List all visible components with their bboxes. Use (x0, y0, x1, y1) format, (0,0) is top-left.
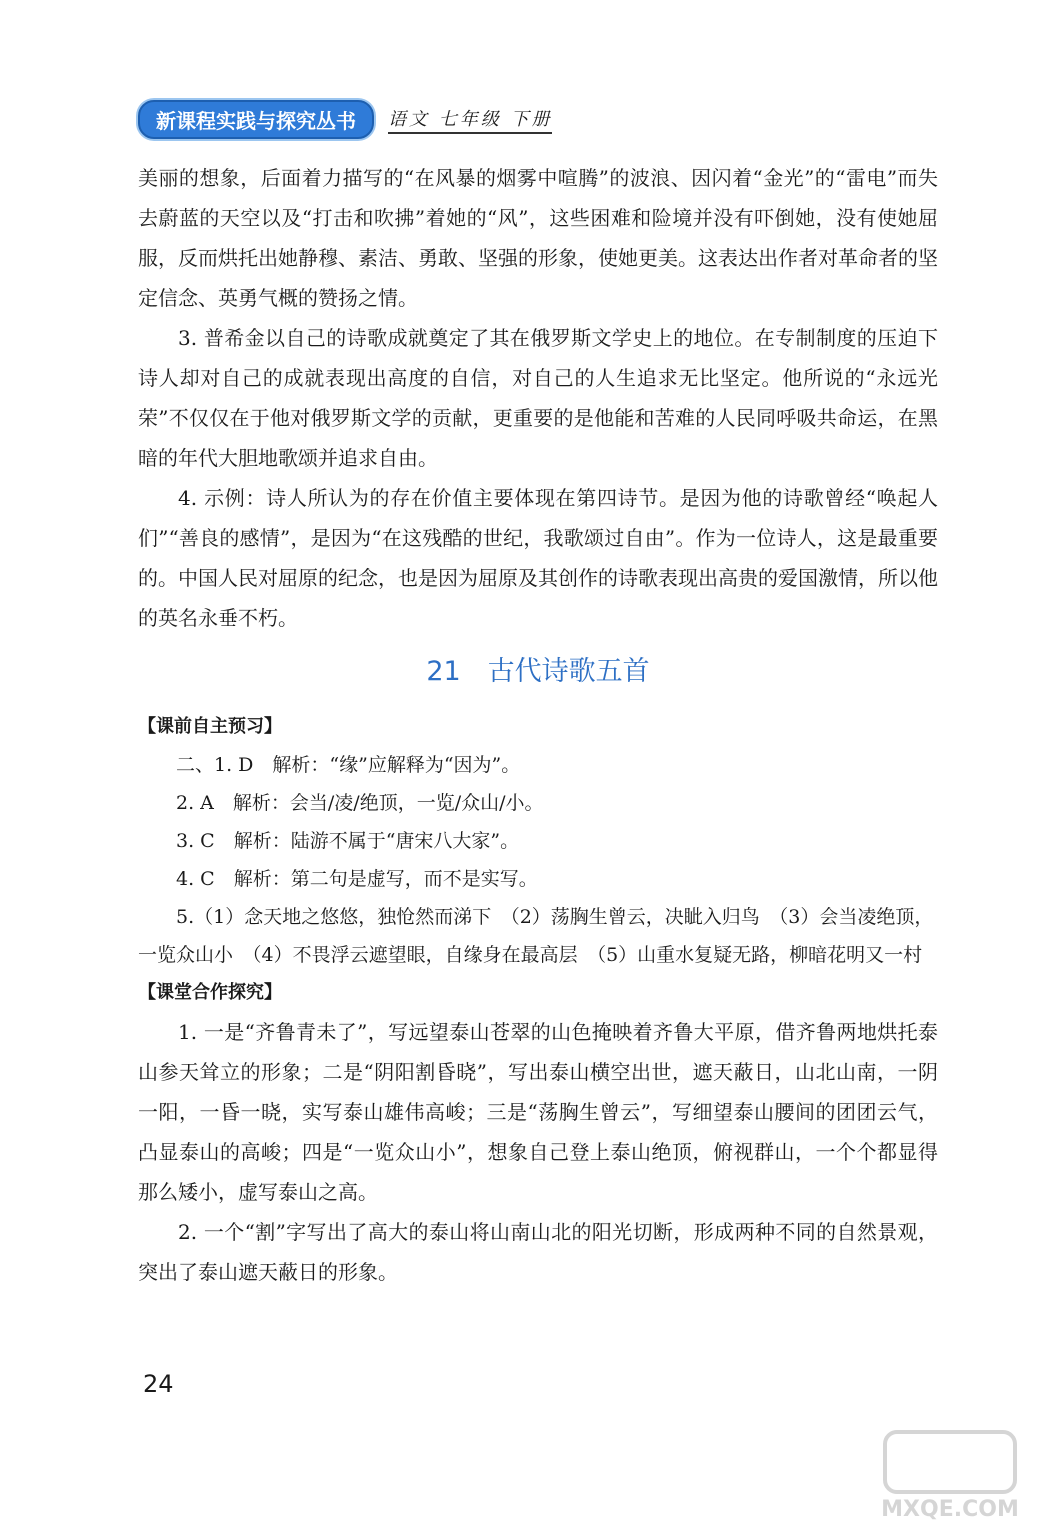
page-number: 24 (143, 1370, 174, 1398)
section-heading: 【课堂合作探究】 (138, 982, 282, 1003)
paragraph: 美丽的想象，后面着力描写的“在风暴的烟雾中喧腾”的波浪、因闪着“金光”的“雷电”而失去蔚蓝的天空以及“打击和吹拂”着她的“风”，这些困难和险境并没有吓倒她，没有使她屈服，反而烘托出她静穆、素洁、勇敢、坚强的形象，使她更美。这表达出作者对革命者的坚定信念、英勇气概的赞扬之情。 (138, 166, 938, 310)
lesson-title: 21 古代诗歌五首 (426, 656, 650, 687)
page-content (138, 158, 938, 1292)
answer-item: 2. A 解析：会当/凌/绝顶，一览/众山/小。 (176, 792, 544, 814)
paragraph: 4. 示例：诗人所认为的存在价值主要体现在第四诗节。是因为他的诗歌曾经“唤起人们”“善良的感情”，是因为“在这残酷的世纪，我歌颂过自由”。作为一位诗人，这是最重要的。中国人民对屈原的纪念，也是因为屈原及其创作的诗歌表现出高贵的爱国激情，所以他的英名永垂不朽。 (138, 486, 938, 630)
answer-item: 二、1. D 解析：“缘”应解释为“因为”。 (176, 754, 521, 776)
watermark-text: MXQE.COM (881, 1497, 1019, 1522)
answer-item: 1. 一是“齐鲁青未了”，写远望泰山苍翠的山色掩映着齐鲁大平原，借齐鲁两地烘托泰山参天耸立的形象；二是“阴阳割昏晓”，写出泰山横空出世，遮天蔽日，山北山南，一阴一阳，一昏一晓，实写泰山雄伟高峻；三是“荡胸生曾云”，写细望泰山腰间的团团云气，凸显泰山的高峻；四是“一览众山小”，想象自己登上泰山绝顶，俯视群山，一个个都显得那么矮小，虚写泰山之高。 (138, 1020, 938, 1204)
subject-label: 语文 七年级 下册 (388, 105, 552, 134)
page-header (138, 103, 552, 135)
answer-item: 2. 一个“割”字写出了高大的泰山将山南山北的阳光切断，形成两种不同的自然景观，突出了泰山遮天蔽日的形象。 (138, 1220, 938, 1284)
series-badge: 新课程实践与探究丛书 (138, 100, 374, 139)
watermark-logo (881, 1428, 1021, 1528)
section-heading: 【课前自主预习】 (138, 716, 282, 737)
answer-item: 5.（1）念天地之悠悠，独怆然而涕下 （2）荡胸生曾云，决眦入归鸟 （3）会当凌绝顶，一览众山小 （4）不畏浮云遮望眼，自缘身在最高层 （5）山重水复疑无路，柳暗花明又一村 (138, 906, 934, 966)
answer-item: 3. C 解析：陆游不属于“唐宋八大家”。 (176, 830, 520, 852)
answer-item: 4. C 解析：第二句是虚写，而不是实写。 (176, 868, 538, 890)
paragraph: 3. 普希金以自己的诗歌成就奠定了其在俄罗斯文学史上的地位。在专制制度的压迫下诗人却对自己的成就表现出高度的自信，对自己的人生追求无比坚定。他所说的“永远光荣”不仅仅在于他对俄罗斯文学的贡献，更重要的是他能和苦难的人民同呼吸共命运，在黑暗的年代大胆地歌颂并追求自由。 (138, 326, 938, 470)
